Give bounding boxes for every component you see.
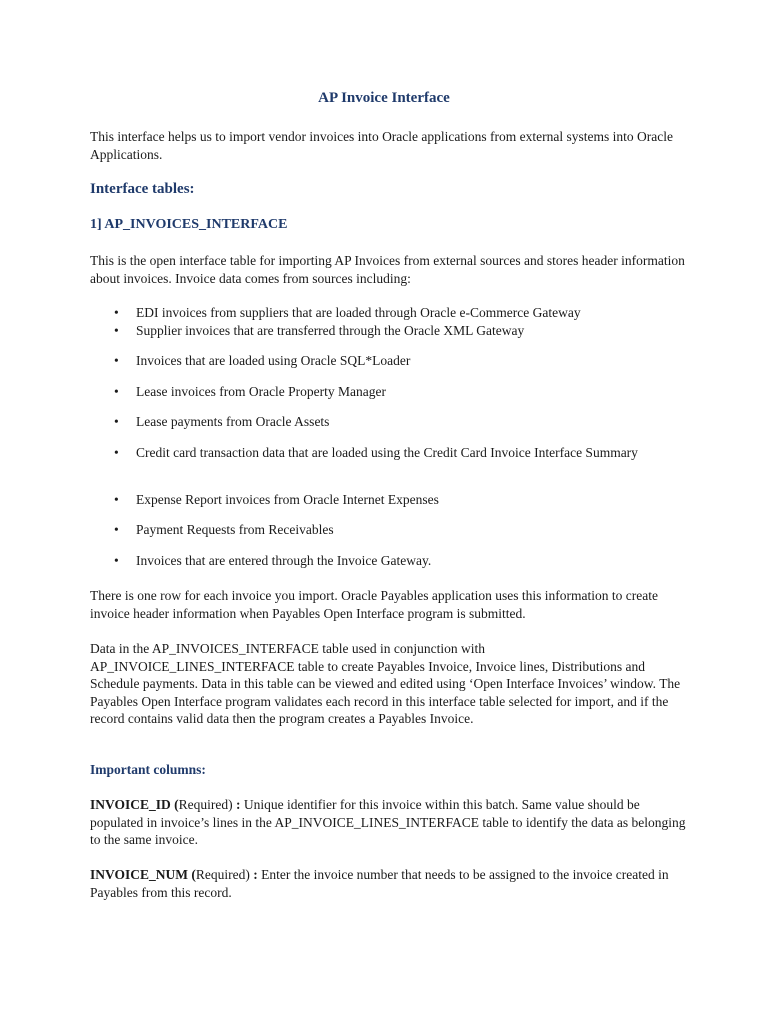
- document-title: AP Invoice Interface: [318, 90, 450, 106]
- list-item-text: Supplier invoices that are transferred through the Oracle XML Gateway: [136, 323, 525, 338]
- list-item: [114, 491, 654, 509]
- list-item-text: EDI invoices from suppliers that are loaded through Oracle e-Commerce Gateway: [136, 305, 581, 320]
- bullet-icon: •: [114, 445, 119, 460]
- table1-heading: 1] AP_INVOICES_INTERFACE: [90, 217, 288, 232]
- column-separator: :: [249, 867, 262, 882]
- column-required: Required): [195, 867, 250, 882]
- list-item: [114, 413, 654, 431]
- column-description: Unique identifier for this invoice within this batch. Same value should be populated in invoice’s lines in the AP_INVOICE_LINES_INTERFACE table to identify the data as belonging to the same invoice.: [90, 797, 686, 847]
- list-item: [114, 444, 654, 462]
- list-item: [114, 521, 654, 539]
- column-separator: :: [232, 797, 244, 812]
- list-item-text: Invoices that are entered through the Invoice Gateway.: [136, 553, 432, 568]
- list-item-text: Lease payments from Oracle Assets: [136, 414, 330, 429]
- bullet-icon: •: [114, 353, 119, 368]
- list-item: [114, 352, 654, 370]
- list-item-text: Expense Report invoices from Oracle Internet Expenses: [136, 492, 439, 507]
- list-item: [114, 383, 654, 401]
- bullet-icon: •: [114, 414, 119, 429]
- bullet-icon: •: [114, 492, 119, 507]
- column-name: INVOICE_ID (: [90, 797, 179, 812]
- column-description: Enter the invoice number that needs to be assigned to the invoice created in Payables from this record.: [90, 867, 669, 900]
- list-item: [114, 322, 654, 340]
- interface-tables-heading: Interface tables:: [90, 181, 195, 197]
- intro-paragraph: This interface helps us to import vendor invoices into Oracle applications from external systems into Oracle Applications.: [90, 129, 673, 162]
- bullet-icon: •: [114, 323, 119, 338]
- list-item: [114, 552, 654, 570]
- column-invoice-id: [90, 796, 690, 849]
- important-columns-heading: Important columns:: [90, 762, 206, 777]
- column-invoice-num: [90, 866, 690, 901]
- list-item: [114, 304, 654, 322]
- bullet-icon: •: [114, 553, 119, 568]
- table1-description: This is the open interface table for importing AP Invoices from external sources and stores header information about invoices. Invoice data comes from sources including:: [90, 253, 685, 286]
- list-item-text: Payment Requests from Receivables: [136, 522, 334, 537]
- bullet-icon: •: [114, 305, 119, 320]
- column-name: INVOICE_NUM (: [90, 867, 196, 882]
- bullet-icon: •: [114, 384, 119, 399]
- list-item-text: Invoices that are loaded using Oracle SQL*Loader: [136, 353, 411, 368]
- data-paragraph: Data in the AP_INVOICES_INTERFACE table used in conjunction with AP_INVOICE_LINES_INTERFACE table to create Payables Invoice, Invoice lines, Distributions and Schedule payments. Data in this table can be viewed and edited using ‘Open Interface Invoices’ window. The Payables Open Interface program validates each record in this interface table selected for import, and if the record contains valid data then the program creates a Payables Invoice.: [90, 641, 681, 726]
- list-item-text: Credit card transaction data that are loaded using the Credit Card Invoice Interface Summary: [136, 445, 638, 460]
- bullet-icon: •: [114, 522, 119, 537]
- column-required: Required): [178, 797, 233, 812]
- list-item-text: Lease invoices from Oracle Property Manager: [136, 384, 387, 399]
- one-row-paragraph: There is one row for each invoice you import. Oracle Payables application uses this information to create invoice header information when Payables Open Interface program is submitted.: [90, 588, 658, 621]
